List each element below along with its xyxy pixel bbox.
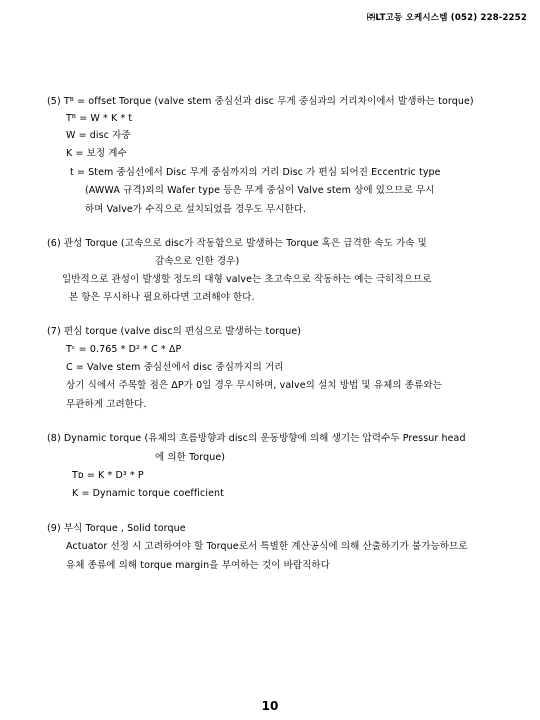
section-8-title-line-2: 에 의한 Torque) — [155, 452, 226, 463]
section-5-formula: Tᴮ = W * K * t — [66, 113, 133, 124]
section-6-body-line-2: 본 항은 무시하나 필요하다면 고려해야 한다. — [69, 292, 255, 303]
section-5-t-definition-line-1: t = Stem 중심선에서 Disc 무게 중심까지의 거리 Disc 가 편심 되어진 Eccentric type — [70, 167, 441, 178]
company-header: ㈜LT고동 오케시스템 (052) 228-2252 — [366, 13, 527, 23]
section-7-title: (7) 편심 torque (valve disc의 편심으로 발생하는 torque) — [47, 326, 302, 337]
section-5-title: (5) Tᴮ = offset Torque (valve stem 중심선과 disc 무게 중심과의 거리차이에서 발생하는 torque) — [47, 96, 474, 107]
section-5-t-definition-line-3: 하며 Valve가 수직으로 설치되었을 경우도 무시한다. — [85, 204, 307, 215]
section-5-k-definition: K = 보정 계수 — [66, 148, 127, 159]
section-5-t-definition-line-2: (AWWA 규격)외의 Wafer type 등은 무게 중심이 Valve stem 상에 있으므로 무시 — [85, 185, 435, 196]
section-7-c-definition: C = Valve stem 중심선에서 disc 중심까지의 거리 — [66, 362, 284, 373]
section-7-note-line-1: 상기 식에서 주목할 점은 ΔP가 0일 경우 무시하며, valve의 설치 방법 및 유체의 종류와는 — [66, 380, 442, 391]
section-9-title: (9) 부식 Torque , Solid torque — [47, 523, 186, 534]
section-6-title-line-1: (6) 관성 Torque (고속으로 disc가 작동함으로 발생하는 Torque 혹은 급격한 속도 가속 및 — [47, 238, 427, 249]
section-7-formula: Tᶜ = 0.765 * D² * C * ΔP — [66, 344, 182, 355]
section-7-note-line-2: 무관하게 고려한다. — [66, 399, 147, 410]
section-8-formula: Tᴅ = K * D³ * P — [72, 470, 144, 481]
section-6-body-line-1: 일반적으로 관성이 발생할 정도의 대형 valve는 초고속으로 작동하는 예는 극히적으므로 — [62, 274, 432, 285]
section-8-k-definition: K = Dynamic torque coefficient — [72, 488, 224, 499]
section-8-title-line-1: (8) Dynamic torque (유체의 흐름방향과 disc의 운동방향에 의해 생기는 압력수두 Pressur head — [47, 433, 466, 444]
section-9-body-line-2: 유체 종류에 의해 torque margin을 부여하는 것이 바람직하다 — [66, 560, 330, 571]
section-6-title-line-2: 감속으로 인한 경우) — [155, 256, 240, 267]
page-number: 10 — [261, 699, 279, 713]
section-5-w-definition: W = disc 자중 — [66, 130, 131, 141]
section-9-body-line-1: Actuator 선정 시 고려하여야 할 Torque로서 특별한 계산공식에 의해 산출하기가 불가능하므로 — [66, 541, 468, 552]
